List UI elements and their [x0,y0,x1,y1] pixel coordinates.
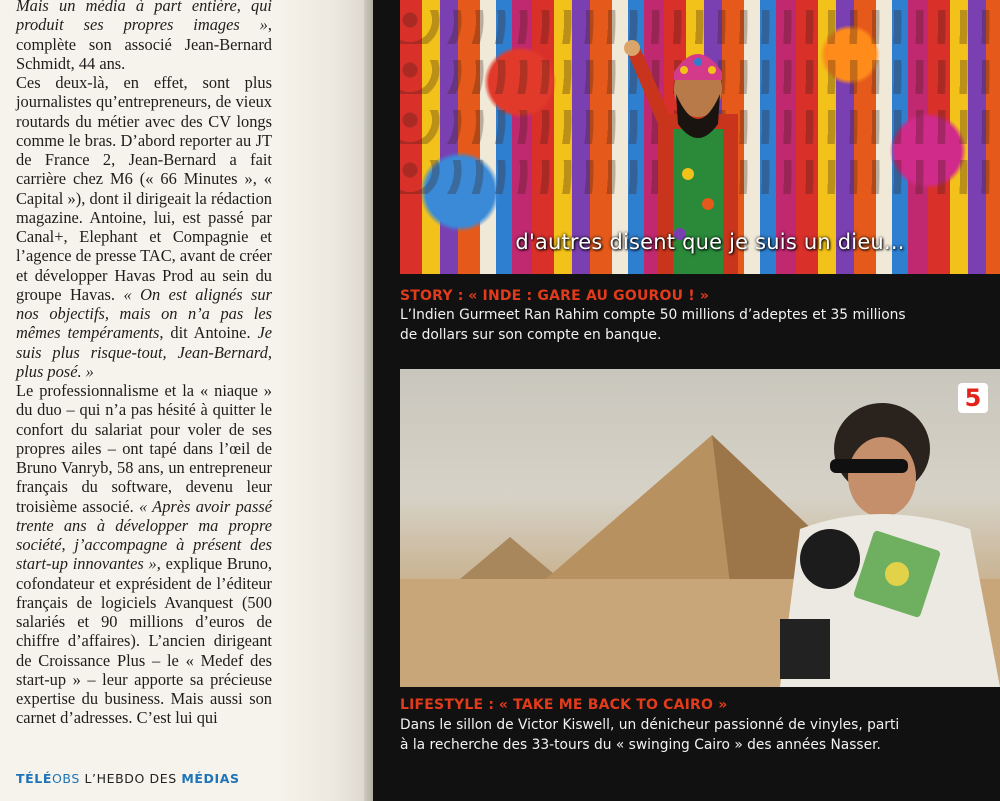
lifestyle-caption-line: à la recherche des 33-tours du « swinging Cairo » des années Nasser. [400,737,881,753]
lifestyle-caption [400,715,990,755]
brand-obs: OBS [51,771,80,786]
article-text [16,0,272,728]
article-text-run: Le professionnalisme et la « niaque » du duo – qui n’a pas hésité à quitter le confort du salariat pour voler de ses propres ailes – ont tapé dans l’œil de Bruno Vanryb, 58 ans, un entrepreneur français du software, devenu leur troisième associé. [16,381,272,516]
article-paragraph [16,381,272,728]
story-label: STORY : [400,288,464,304]
lifestyle-caption-line: Dans le sillon de Victor Kiswell, un dénicheur passionné de vinyles, parti [400,717,900,733]
brand-tele: TÉLÉ [16,771,52,786]
article-paragraph [16,0,272,73]
pyramid-scene [400,369,1000,687]
story-caption-line: de dollars sur son compte en banque. [400,327,662,343]
article-text-run: , dit Antoine. [159,323,258,343]
article-quote: « Après avoir passé trente ans à développer ma propre société, j’accompagne à présent des start-up innovantes » [16,496,273,574]
lifestyle-title: « TAKE ME BACK TO CAIRO » [498,697,728,713]
story-caption-line: L’Indien Gurmeet Ran Rahim compte 50 millions d’adeptes et 35 millions [400,307,906,323]
footer-medias: MÉDIAS [181,771,240,786]
magazine-footer [16,771,240,786]
article-text-run: , complète son associé Jean-Bernard Schmidt, 44 ans. [16,15,272,73]
article-text-run: , explique Bruno, cofondateur et exprésident de l’éditeur français de logiciels Avanquest (500 salariés et 90 millions d’euros de chiffre d’affaires). L’ancien dirigeant de Croissance Plus – le « Medef des start-up » – leur apporte sa précieuse expertise du business. Mais aussi son carnet d’adresses. C’est lui qui [16,554,272,728]
cairo-pyramid-photo [400,369,1000,687]
article-paragraph [16,73,272,381]
article-quote: Mais un média à part entière, qui produit ses propres images » [16,0,272,35]
article-column [0,0,282,801]
feature-panel [373,0,1000,801]
lifestyle-label: LIFESTYLE : [400,697,495,713]
article-quote: Je suis plus risque-tout, Jean-Bernard, plus posé. » [16,323,272,381]
india-guru-photo [400,0,1000,274]
lifestyle-heading [400,697,727,713]
page-gutter [282,0,372,801]
photo-subtitle: d'autres disent que je suis un dieu... [515,230,905,254]
story-caption [400,305,990,345]
channel-5-logo: 5 [958,383,988,413]
story-heading [400,288,709,304]
article-quote: « On est alignés sur nos objectifs, mais on n’a pas les mêmes tempéraments [16,284,272,343]
story-title: « INDE : GARE AU GOUROU ! » [468,288,710,304]
article-text-run: Ces deux-là, en effet, sont plus journalistes qu’entrepreneurs, de vieux routards du métier avec des CV longs comme le bras. D’abord reporter au JT de France 2, Jean-Bernard a fait carrière chez M6 (« 66 Minutes », « Capital »), dont il dirigeait la rédaction magazine. Antoine, lui, est passé par Canal+, Elephant et Compagnie et l’agence de presse TAC, avant de créer et développer Havas Prod au sein du groupe Havas. [16,73,272,304]
footer-middle: L’HEBDO DES [79,771,182,786]
